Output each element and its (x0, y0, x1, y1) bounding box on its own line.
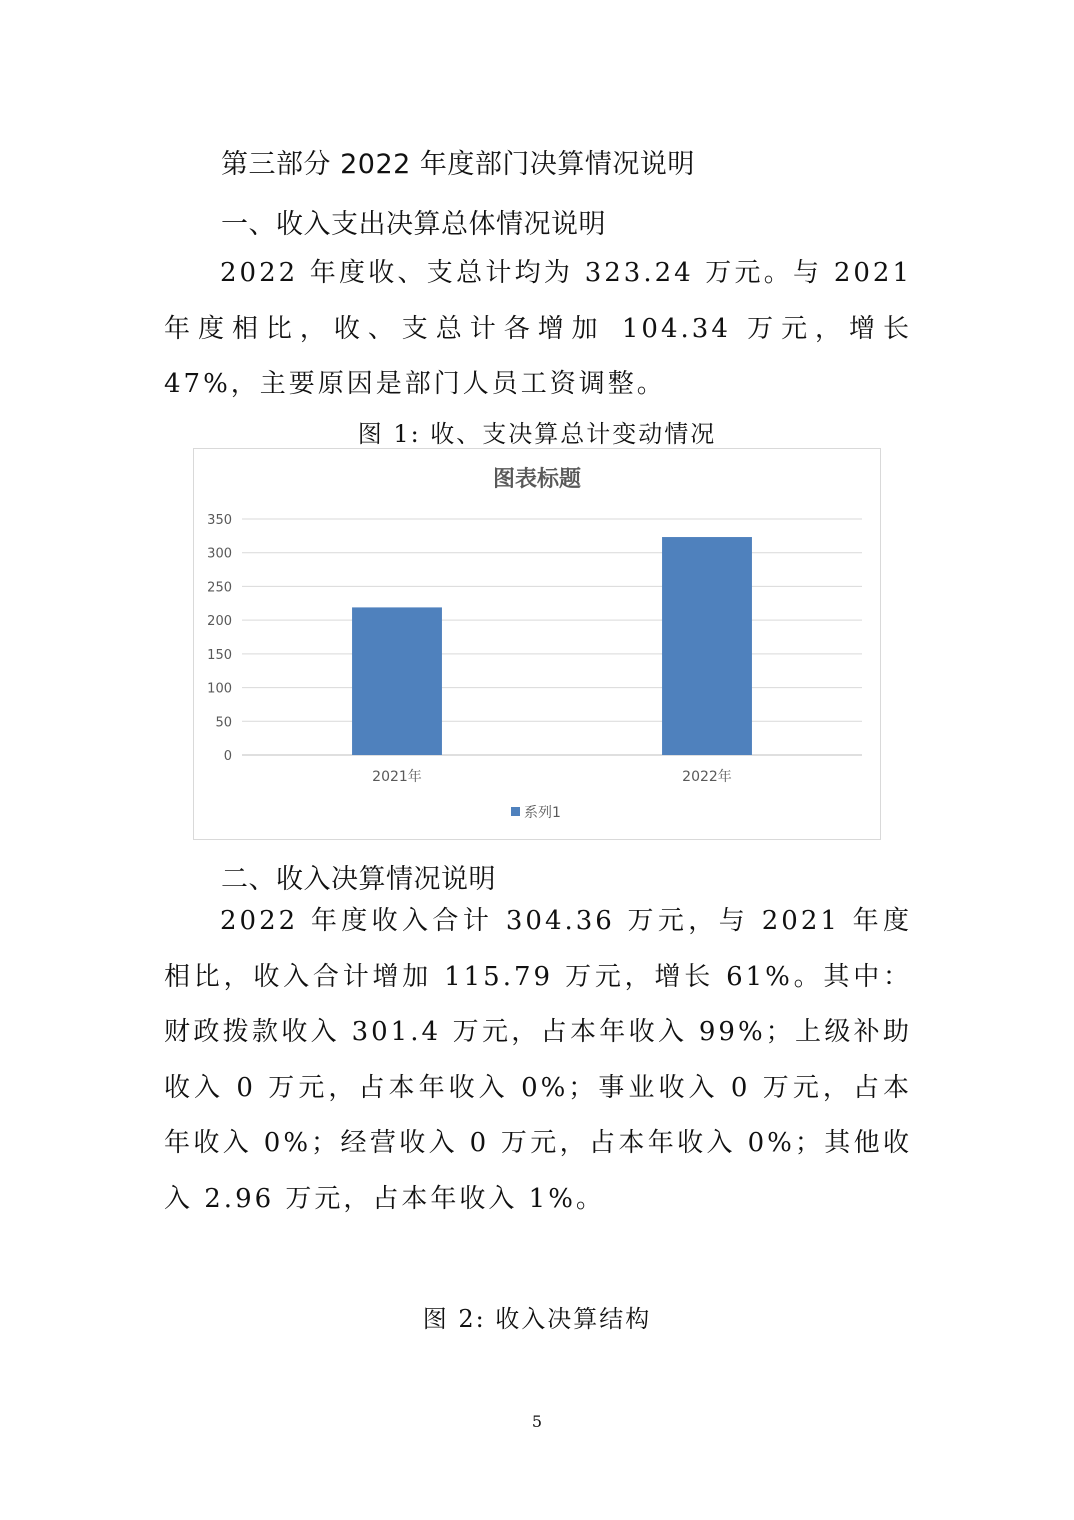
bar-2021年 (352, 607, 442, 755)
chart-title: 图表标题 (492, 467, 582, 492)
y-tick-label: 150 (207, 647, 232, 663)
x-tick-label: 2021年 (372, 769, 422, 785)
bar-chart-svg (194, 449, 880, 839)
y-tick-label: 200 (207, 614, 232, 630)
figure2-caption: 图 2: 收入决算结构 (422, 1305, 652, 1333)
y-axis-ticks (207, 513, 232, 764)
section1-paragraph: 2022 年度收、支总计均为 323.24 万元。与 2021 年度相比，收、支总计各增加 104.34 万元，增长 47%，主要原因是部门人员工资调整。 (164, 258, 912, 399)
section1-heading: 一、收入支出决算总体情况说明 (221, 209, 606, 240)
chart-gridlines (242, 519, 862, 755)
document-title: 第三部分 2022 年度部门决算情况说明 (221, 149, 695, 180)
x-axis-ticks (372, 768, 732, 785)
y-tick-label: 50 (215, 715, 232, 731)
chart-legend (511, 805, 561, 821)
section2-heading: 二、收入决算情况说明 (221, 864, 496, 895)
bar-2022年 (662, 537, 752, 755)
chart-bars (352, 537, 752, 755)
bar-chart (193, 448, 881, 840)
figure1-caption: 图 1: 收、支决算总计变动情况 (357, 420, 717, 448)
legend-label: 系列1 (524, 805, 561, 821)
y-tick-label: 250 (207, 580, 232, 596)
legend-swatch (511, 807, 520, 816)
section2-paragraph: 2022 年度收入合计 304.36 万元，与 2021 年度相比，收入合计增加 115.79 万元，增长 61%。其中：财政拨款收入 301.4 万元，占本年收入 99%；上级补助收入 0 万元，占本年收入 0%；事业收入 0 万元，占本年收入 0%；经营收入 0 万元，占本年收入 0%；其他收入 2.96 万元，占本年收入 1%。 (164, 906, 912, 1214)
y-tick-label: 300 (207, 546, 232, 562)
y-tick-label: 350 (207, 513, 232, 528)
page-number: 5 (531, 1412, 543, 1431)
x-tick-label: 2022年 (682, 769, 732, 785)
y-tick-label: 100 (207, 681, 232, 697)
y-tick-label: 0 (223, 749, 232, 764)
